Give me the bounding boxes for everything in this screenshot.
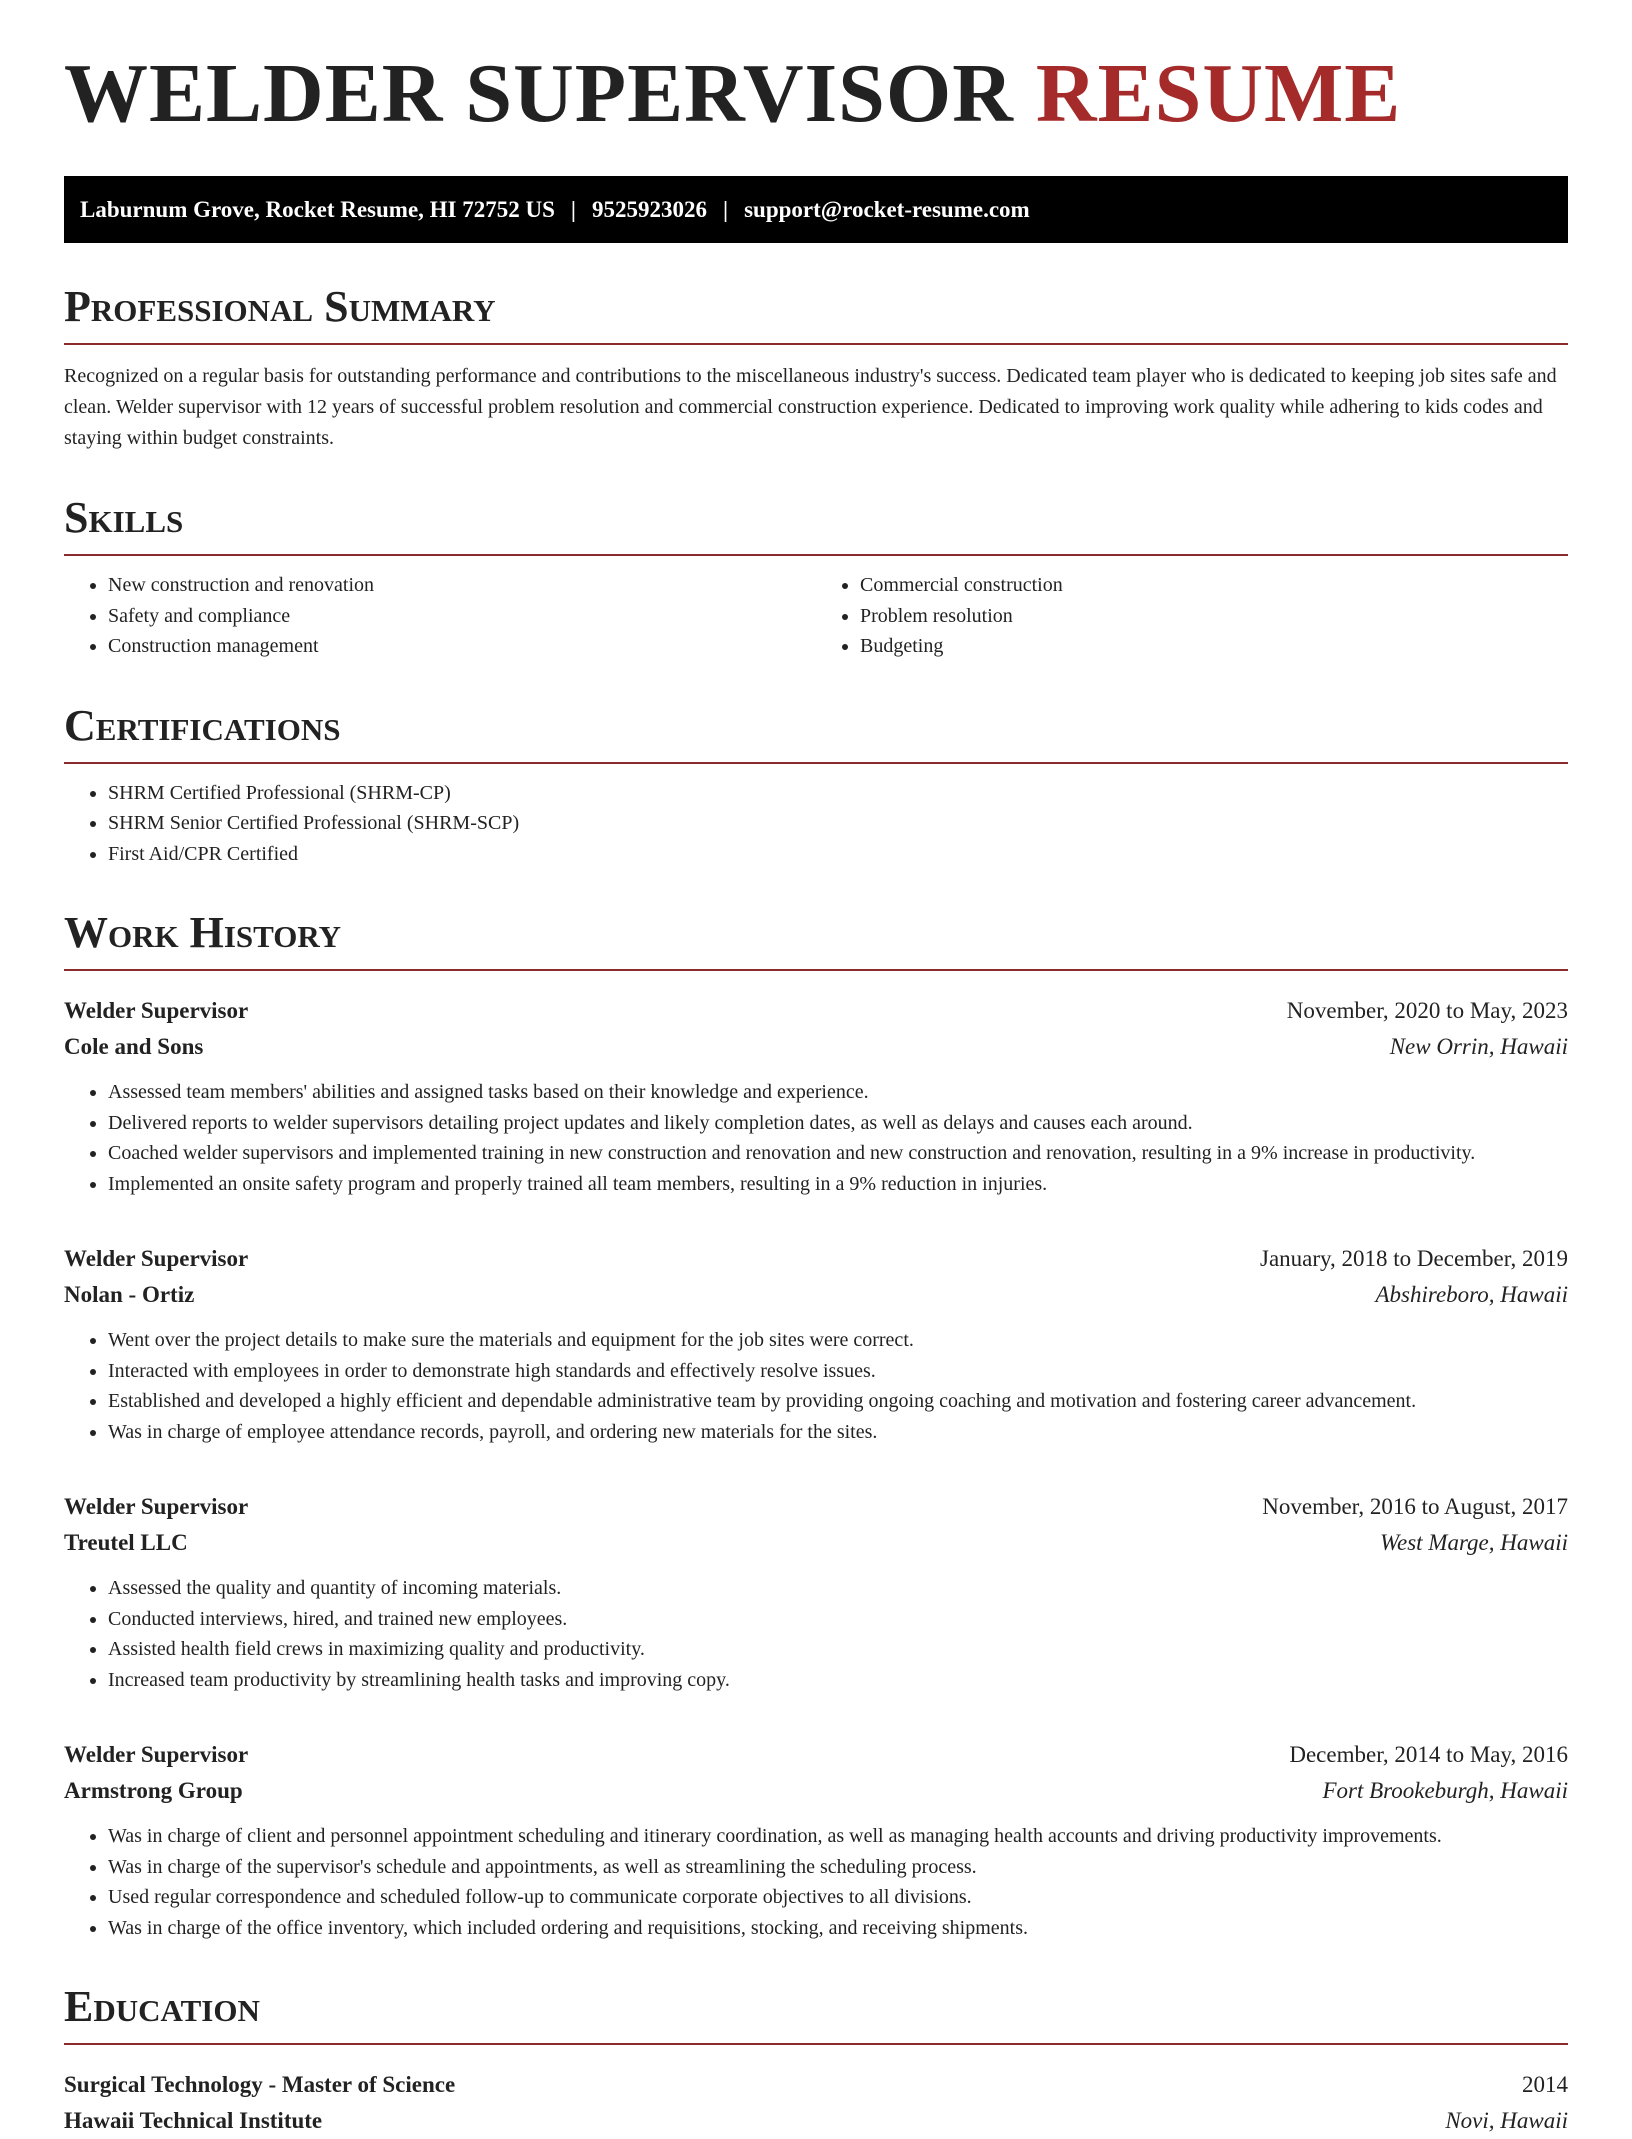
job-entry	[64, 1241, 1568, 1447]
job-role: Welder Supervisor	[64, 1494, 249, 1519]
education-heading: Education	[64, 1985, 1568, 2045]
skills-heading: Skills	[64, 496, 1568, 556]
job-role: Welder Supervisor	[64, 1742, 249, 1767]
job-entry	[64, 1489, 1568, 1695]
job-company: Nolan - Ortiz	[64, 1282, 195, 1307]
job-role: Welder Supervisor	[64, 998, 249, 1023]
job-dates: November, 2020 to May, 2023	[1286, 998, 1568, 1023]
job-bullet: • Increased team productivity by streamlining health tasks and improving copy.	[108, 1665, 1568, 1696]
work-history-heading: Work History	[64, 911, 1568, 971]
education-entry	[64, 2067, 1568, 2139]
education-year: 2014	[1522, 2072, 1568, 2097]
skill-item: • Problem resolution	[860, 601, 1568, 632]
job-company: Treutel LLC	[64, 1530, 188, 1555]
skill-item: • Safety and compliance	[108, 601, 816, 632]
job-location: Abshireboro, Hawaii	[1375, 1282, 1568, 1307]
job-bullet: • Coached welder supervisors and implemented training in new construction and renovation and new construction and renovation, resulting in a 9% increase in productivity.	[108, 1138, 1568, 1169]
job-bullet: • Established and developed a highly efficient and dependable administrative team by providing ongoing coaching and motivation and fostering career advancement.	[108, 1386, 1568, 1417]
title-main: WELDER SUPERVISOR	[64, 47, 1014, 140]
job-bullet: • Was in charge of the supervisor's schedule and appointments, as well as streamlining the scheduling process.	[108, 1852, 1568, 1883]
contact-phone: 9525923026	[592, 196, 707, 222]
job-bullet: • Interacted with employees in order to demonstrate high standards and effectively resolve issues.	[108, 1356, 1568, 1387]
resume-title	[64, 0, 1568, 140]
job-bullets	[64, 1077, 1568, 1199]
job-bullets	[64, 1573, 1568, 1695]
job-bullet: • Assessed the quality and quantity of incoming materials.	[108, 1573, 1568, 1604]
skill-item: • Construction management	[108, 631, 816, 662]
education-location: Novi, Hawaii	[1445, 2108, 1568, 2133]
job-company: Armstrong Group	[64, 1778, 243, 1803]
education-school: Hawaii Technical Institute	[64, 2108, 323, 2133]
job-bullet: • Was in charge of the office inventory, which included ordering and requisitions, stocking, and receiving shipments.	[108, 1913, 1568, 1944]
contact-separator: |	[723, 196, 729, 222]
certification-item: • First Aid/CPR Certified	[108, 839, 1568, 870]
education-degree: Surgical Technology - Master of Science	[64, 2072, 456, 2097]
summary-section	[64, 282, 1568, 454]
skills-section	[64, 493, 1568, 662]
certifications-heading: Certifications	[64, 704, 1568, 764]
job-dates: November, 2016 to August, 2017	[1262, 1494, 1568, 1519]
job-bullet: • Was in charge of client and personnel appointment scheduling and itinerary coordination, as well as managing health accounts and driving productivity improvements.	[108, 1821, 1568, 1852]
job-location: West Marge, Hawaii	[1379, 1530, 1568, 1555]
skills-list-right	[816, 570, 1568, 662]
job-location: Fort Brookeburgh, Hawaii	[1322, 1778, 1568, 1803]
job-bullets	[64, 1821, 1568, 1943]
contact-address: Laburnum Grove, Rocket Resume, HI 72752 US	[80, 196, 555, 222]
skill-item: • Budgeting	[860, 631, 1568, 662]
certification-item: • SHRM Certified Professional (SHRM-CP)	[108, 778, 1568, 809]
job-entry	[64, 1737, 1568, 1943]
skills-grid	[64, 556, 1568, 662]
contact-email: support@rocket-resume.com	[744, 196, 1030, 222]
work-history-section	[64, 908, 1568, 1943]
education-section	[64, 1982, 1568, 2139]
job-company: Cole and Sons	[64, 1034, 204, 1059]
certifications-list	[64, 778, 1568, 870]
job-bullet: • Assessed team members' abilities and assigned tasks based on their knowledge and experience.	[108, 1077, 1568, 1108]
certifications-section	[64, 700, 1568, 870]
skills-list-left	[64, 570, 816, 662]
job-bullet: • Delivered reports to welder supervisors detailing project updates and likely completion dates, as well as delays and causes each around.	[108, 1108, 1568, 1139]
job-bullet: • Was in charge of employee attendance records, payroll, and ordering new materials for the sites.	[108, 1417, 1568, 1448]
job-bullet: • Used regular correspondence and scheduled follow-up to communicate corporate objectives to all divisions.	[108, 1882, 1568, 1913]
job-bullets	[64, 1325, 1568, 1447]
certification-item: • SHRM Senior Certified Professional (SHRM-SCP)	[108, 808, 1568, 839]
job-bullet: • Implemented an onsite safety program and properly trained all team members, resulting in a 9% reduction in injuries.	[108, 1169, 1568, 1200]
contact-separator: |	[570, 196, 576, 222]
contact-bar	[64, 176, 1568, 243]
job-dates: December, 2014 to May, 2016	[1289, 1742, 1568, 1767]
skill-item: • New construction and renovation	[108, 570, 816, 601]
job-bullet: • Went over the project details to make sure the materials and equipment for the job sites were correct.	[108, 1325, 1568, 1356]
skill-item: • Commercial construction	[860, 570, 1568, 601]
job-bullet: • Conducted interviews, hired, and trained new employees.	[108, 1604, 1568, 1635]
job-entry	[64, 993, 1568, 1199]
job-bullet: • Assisted health field crews in maximizing quality and productivity.	[108, 1634, 1568, 1665]
job-role: Welder Supervisor	[64, 1246, 249, 1271]
summary-heading: Professional Summary	[64, 285, 1568, 345]
summary-text: Recognized on a regular basis for outstanding performance and contributions to the miscellaneous industry's success. Dedicated team player who is dedicated to keeping job sites safe and clean. Welder supervisor with 12 years of successful problem resolution and commercial construction experience. Dedicated to improving work quality while adhering to kids codes and staying within budget constraints.	[64, 365, 1557, 449]
title-accent: RESUME	[1035, 47, 1402, 140]
job-location: New Orrin, Hawaii	[1389, 1034, 1568, 1059]
job-dates: January, 2018 to December, 2019	[1260, 1246, 1568, 1271]
